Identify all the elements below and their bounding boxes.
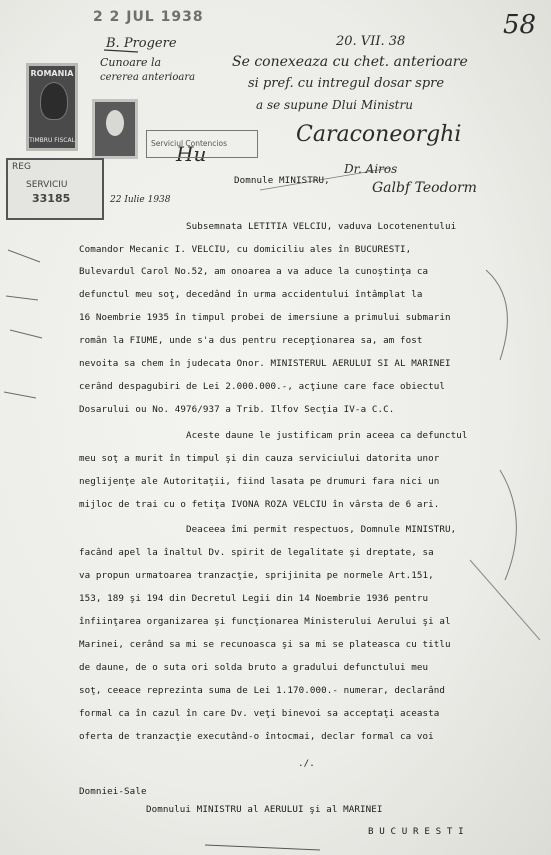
king-portrait-icon (40, 82, 68, 120)
handwritten-resolution-1: Se conexeaza cu chet. anterioare (232, 54, 468, 70)
fiscal-stamp-label: ROMANIA (30, 69, 74, 78)
letter-line-3: Bulevardul Carol No.52, am onoarea a va aduce la cunoştinţa ca (79, 266, 429, 277)
service-stamp-text: Serviciul Contencios (151, 139, 227, 148)
aviator-portrait-icon (106, 110, 124, 136)
letter-line-5: 16 Noembrie 1935 în timpul probei de imersiune a primului submarin (79, 312, 451, 323)
registry-hand-date: 22 Iulie 1938 (110, 195, 171, 205)
letter-line-10: Aceste daune le justificam prin aceea ca defunctul (186, 430, 468, 441)
handwritten-resolution-2: si pref. cu intregul dosar spre (248, 76, 445, 91)
addressee-line-3: B U C U R E S T I (368, 826, 464, 837)
initials: Hu (176, 142, 207, 166)
handwritten-note-3: cererea anterioara (100, 72, 196, 83)
received-date-stamp: 2 2 JUL 1938 (93, 9, 204, 25)
registry-number: 33185 (32, 192, 71, 205)
registry-line-1: REG (12, 162, 31, 172)
registry-stamp (6, 158, 104, 220)
letter-line-11: meu soţ a murit în timpul şi din cauza serviciului datorita unor (79, 453, 440, 464)
letter-line-4: defunctul meu soţ, decedând în urma accidentului întâmplat la (79, 289, 423, 300)
letter-line-21: soţ, ceeace reprezinta suma de Lei 1.170.000.- numerar, declarând (79, 685, 446, 696)
letter-line-14: Deaceea îmi permit respectuos, Domnule MINISTRU, (186, 524, 457, 535)
letter-line-20: de daune, de o suta ori solda bruto a gradului defunctului meu (79, 662, 429, 673)
fiscal-stamp (26, 63, 78, 151)
addressee-line-1: Domniei-Sale (79, 786, 147, 797)
fiscal-stamp-bottom: TIMBRU FISCAL (29, 137, 75, 144)
letter-line-19: Marinei, cerând sa mi se recunoasca şi sa mi se plateasca cu titlu (79, 639, 451, 650)
registry-line-2: SERVICIU (26, 180, 68, 190)
letter-line-13: mijloc de trai cu o fetiţa IVONA ROZA VELCIU în vârsta de 6 ari. (79, 499, 440, 510)
letter-line-2: Comandor Mecanic I. VELCIU, cu domiciliu ales în BUCURESTI, (79, 244, 412, 255)
letter-line-12: neglijenţe ale Autoritaţii, fiind lasata pe drumuri fara nici un (79, 476, 440, 487)
aviation-stamp (92, 99, 138, 159)
handwritten-note-2: Cunoare la (100, 56, 162, 69)
page-number: 58 (503, 10, 537, 40)
salutation: Domnule MINISTRU, (234, 175, 330, 186)
letter-line-16: va propun urmatoarea tranzacţie, sprijinita pe normele Art.151, (79, 570, 434, 581)
letter-line-17: 153, 189 şi 194 din Decretul Legii din 14 Noembrie 1936 pentru (79, 593, 429, 604)
handwritten-date: 20. VII. 38 (336, 34, 406, 49)
letter-line-7: nevoita sa chem în judecata Onor. MINISTERUL AERULUI SI AL MARINEI (79, 358, 451, 369)
letter-line-15: facând apel la înaltul Dv. spirit de legalitate şi dreptate, sa (79, 547, 434, 558)
letter-line-23: oferta de tranzacţie executând-o întocmai, declar formal ca voi (79, 731, 434, 742)
letter-line-1: Subsemnata LETITIA VELCIU, vaduva Locotenentului (186, 221, 457, 232)
signature-2: Dr. Airos (344, 162, 398, 176)
addressee-line-2: Domnului MINISTRU al AERULUI şi al MARINEI (146, 804, 383, 815)
signature-3: Galbf Teodorm (372, 180, 477, 196)
continuation-mark: ./. (298, 758, 315, 769)
handwritten-resolution-3: a se supune Dlui Ministru (256, 98, 413, 112)
letter-line-6: român la FIUME, unde s'a dus pentru recepţionarea sa, am fost (79, 335, 423, 346)
signature-1: Caraconeorghi (296, 122, 462, 147)
letter-line-9: Dosarului ou No. 4976/937 a Trib. Ilfov Secţia IV-a C.C. (79, 404, 395, 415)
service-stamp (146, 130, 258, 158)
handwritten-note-1: B. Progere (106, 36, 177, 51)
letter-line-18: înfiinţarea organizarea şi funcţionarea Ministerului Aerului şi al (79, 616, 451, 627)
letter-line-8: cerând despagubiri de Lei 2.000.000.-, acţiune care face obiectul (79, 381, 446, 392)
letter-line-22: formal ca în cazul în care Dv. veţi binevoi sa acceptaţi aceasta (79, 708, 440, 719)
